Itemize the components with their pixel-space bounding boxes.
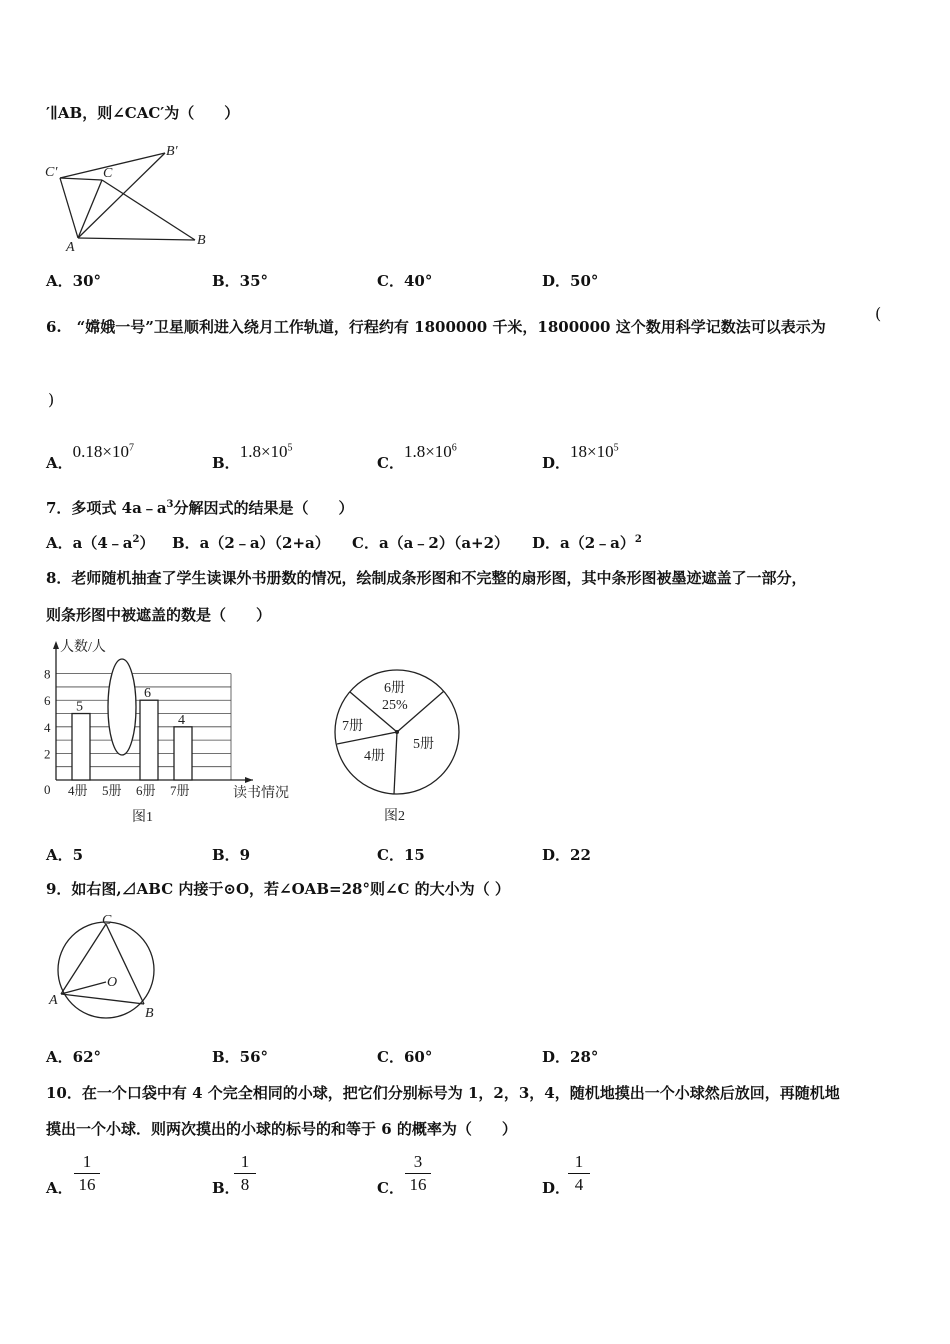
q8-option-a[interactable]: A．5 <box>46 846 84 864</box>
q10-option-b-letter[interactable]: B． <box>212 1179 240 1197</box>
q9-option-c[interactable]: C．60° <box>377 1048 433 1066</box>
q9-option-d[interactable]: D．28° <box>542 1048 599 1066</box>
q7-option-d[interactable]: D．a（2﹣a）$^2$ <box>532 534 642 552</box>
fig-label-b-prime: B′ <box>166 144 178 159</box>
pie-label-4: 4册 <box>364 749 385 764</box>
fig-label-a: A <box>66 240 75 255</box>
q8-option-c[interactable]: C．15 <box>377 846 425 864</box>
q8-option-d[interactable]: D．22 <box>542 846 591 864</box>
y-axis-label: 人数/人 <box>60 640 106 655</box>
bar-value-label: 5 <box>76 699 83 715</box>
fig-label-o: O <box>107 975 118 990</box>
pie-label-7: 7册 <box>342 719 363 734</box>
bar-4册 <box>72 714 90 780</box>
pie-caption: 图2 <box>384 809 405 824</box>
q6-option-c[interactable]: C．$1.8\times 10^6$ <box>377 442 457 472</box>
q5-option-c[interactable]: C．40° <box>377 272 433 290</box>
y-tick-label: 8 <box>44 666 51 682</box>
bar-chart-caption: 图1 <box>132 810 153 825</box>
x-tick-label: 6册 <box>136 783 156 798</box>
q10-option-a-letter[interactable]: A． <box>46 1179 73 1197</box>
bar-7册 <box>174 727 192 780</box>
q10-option-a-fraction[interactable]: $\frac{1}{16}$ <box>74 1152 100 1195</box>
q9-option-b[interactable]: B．56° <box>212 1048 269 1066</box>
q5-option-d[interactable]: D．50° <box>542 272 599 290</box>
bar-value-label: 4 <box>178 712 185 728</box>
fig-label-c: C <box>103 166 113 181</box>
q7-option-b[interactable]: B．a（2﹣a）（2+a） <box>172 534 330 552</box>
q6-option-a[interactable]: A．$0.18\times 10^7$ <box>46 442 134 472</box>
y-tick-label: 2 <box>44 746 51 762</box>
q8-line2: 则条形图中被遮盖的数是（ ） <box>46 606 272 624</box>
q6-text: 6. “嫦娥一号”卫星顺利进入绕月工作轨道，行程约有 1800000 千米，1800000 这个数用科学记数法可以表示为 <box>46 318 826 336</box>
q7-option-a[interactable]: A．$a(4﹣a^2)$ <box>46 534 155 552</box>
q8-line1: 8．老师随机抽查了学生读课外书册数的情况，绘制成条形图和不完整的扇形图，其中条形图被墨迹遮盖了一部分， <box>46 569 807 587</box>
q5-option-a[interactable]: A．30° <box>46 272 102 290</box>
pie-label-6: 6册 <box>384 681 405 696</box>
pie-divider-5-4 <box>394 732 397 794</box>
q10-line1: 10．在一个口袋中有 4 个完全相同的小球，把它们分别标号为 1，2，3，4，随机地摸出一个小球然后放回，再随机地 <box>46 1084 840 1102</box>
fig-label-c-prime: C′ <box>45 165 58 180</box>
q7-text: 7．多项式 $4a﹣a^3$分解因式的结果是（ ） <box>46 499 354 517</box>
q10-option-c-fraction[interactable]: $\frac{3}{16}$ <box>405 1152 431 1195</box>
y-tick-label: 0 <box>44 782 51 797</box>
side-cb <box>106 924 144 1004</box>
x-axis-arrow <box>245 777 253 783</box>
q9-circle-figure <box>44 912 169 1022</box>
ink-blot-cover <box>108 659 136 755</box>
pie-chart-figure <box>330 668 465 828</box>
fig-label-a: A <box>49 993 58 1008</box>
bar-value-label: 6 <box>144 686 151 702</box>
y-tick-label: 4 <box>44 719 51 735</box>
fig-label-c: C <box>102 913 112 928</box>
q10-line2: 摸出一个小球．则两次摸出的小球的标号的和等于 6 的概率为（ ） <box>46 1120 517 1138</box>
q6-paren-close: ) <box>48 390 55 409</box>
q5-text: ′∥AB，则∠CAC′为（ ） <box>46 104 240 122</box>
q7-option-c[interactable]: C．a（a﹣2）（a+2） <box>352 534 510 552</box>
y-axis-arrow <box>53 641 59 649</box>
q10-option-c-letter[interactable]: C． <box>377 1179 404 1197</box>
y-tick-label: 6 <box>44 693 51 709</box>
q6-option-b[interactable]: B．$1.8\times 10^5$ <box>212 442 293 472</box>
pie-label-25pct: 25% <box>382 698 408 713</box>
x-tick-label: 5册 <box>102 783 122 798</box>
q10-option-d-letter[interactable]: D． <box>542 1179 571 1197</box>
bar-6册 <box>140 700 158 780</box>
q5-figure <box>40 140 220 255</box>
x-axis-label: 读书情况 <box>233 786 289 801</box>
q10-option-b-fraction[interactable]: $\frac{1}{8}$ <box>234 1152 256 1195</box>
q10-option-d-fraction[interactable]: $\frac{1}{4}$ <box>568 1152 590 1195</box>
q9-option-a[interactable]: A．62° <box>46 1048 102 1066</box>
q9-text: 9．如右图,⊿ABC 内接于⊙O，若∠OAB=28°则∠C 的大小为（ ） <box>46 880 510 898</box>
q6-option-d[interactable]: D．$18\times 10^5$ <box>542 442 619 472</box>
fig-label-b: B <box>197 233 206 248</box>
bar-chart-figure <box>38 635 303 830</box>
q5-option-b[interactable]: B．35° <box>212 272 269 290</box>
fig-label-b: B <box>145 1006 154 1021</box>
side-ab <box>61 994 144 1004</box>
x-tick-label: 7册 <box>170 783 190 798</box>
x-tick-label: 4册 <box>68 783 88 798</box>
pie-label-5: 5册 <box>413 737 434 752</box>
q8-option-b[interactable]: B．9 <box>212 846 251 864</box>
q6-paren-open: ( <box>875 304 882 323</box>
